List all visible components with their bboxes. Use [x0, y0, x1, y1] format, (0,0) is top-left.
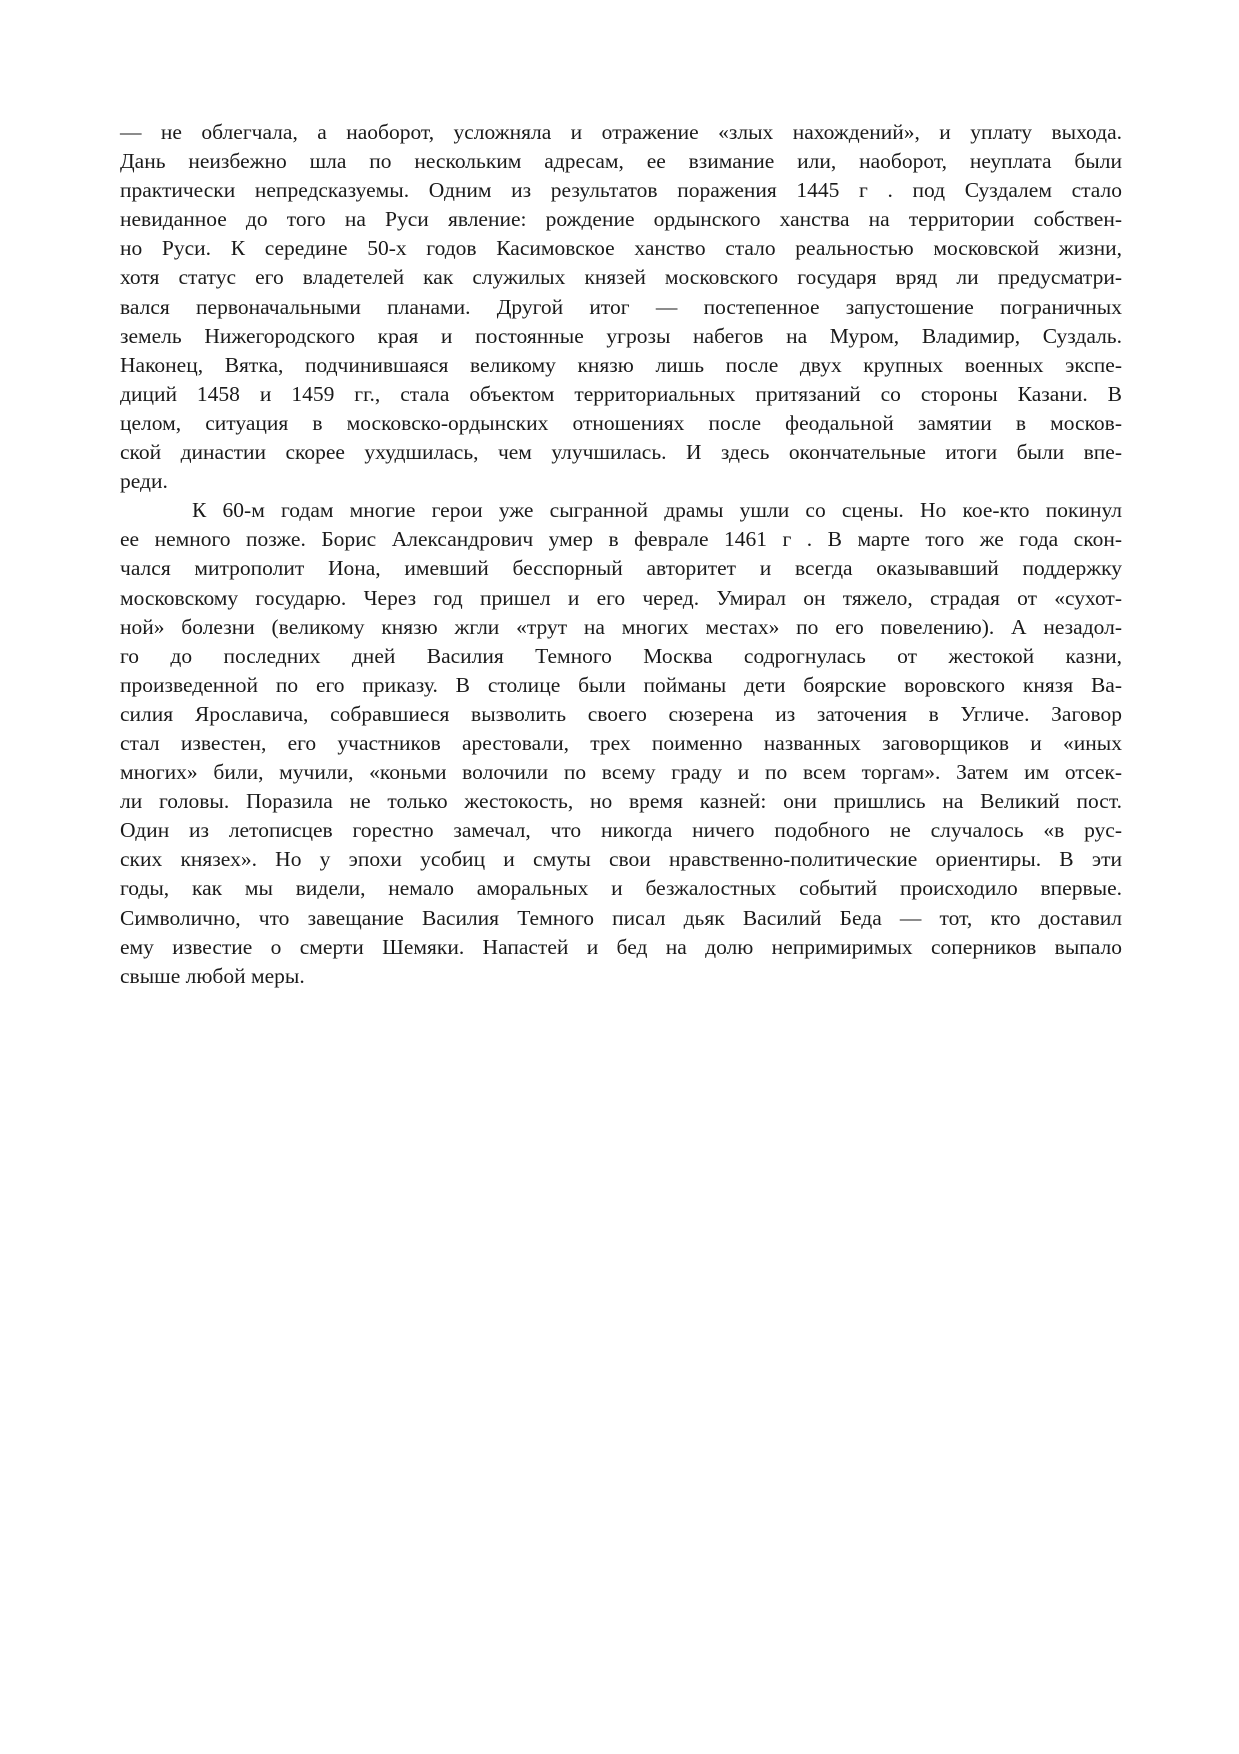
text-line: Наконец, Вятка, подчинившаяся великому князю лишь после двух крупных военных экспе- [120, 352, 1122, 377]
text-line: ему известие о смерти Шемяки. Напастей и бед на долю непримиримых соперников выпало [120, 934, 1122, 959]
text-line: целом, ситуация в московско-ордынских отношениях после феодальной замятии в москов- [120, 410, 1122, 435]
text-line: годы, как мы видели, немало аморальных и безжалостных событий происходило впервые. [120, 876, 1122, 901]
text-line: го до последних дней Василия Темного Москва содрогнулась от жестокой казни, [120, 643, 1122, 668]
text-line: ной» болезни (великому князю жгли «трут на многих местах» по его повелению). А незадол- [120, 614, 1122, 639]
text-line: земель Нижегородского края и постоянные угрозы набегов на Муром, Владимир, Суздаль. [120, 323, 1122, 348]
text-line: многих» били, мучили, «коньми волочили по всему граду и по всем торгам». Затем им отсек- [120, 760, 1122, 785]
text-line: произведенной по его приказу. В столице были пойманы дети боярские воровского князя Ва- [120, 672, 1122, 697]
text-line: чался митрополит Иона, имевший бесспорный авторитет и всегда оказывавший поддержку [120, 556, 1122, 581]
text-line: практически непредсказуемы. Одним из результатов поражения 1445 г . под Суздалем стало [120, 178, 1122, 203]
text-line: силия Ярославича, собравшиеся вызволить своего сюзерена из заточения в Угличе. Заговор [120, 701, 1122, 726]
text-line: ских князех». Но у эпохи усобиц и смуты свои нравственно-политические ориентиры. В эти [120, 847, 1122, 872]
text-line: К 60-м годам многие герои уже сыгранной драмы ушли со сцены. Но кое-кто покинул [192, 498, 1122, 523]
text-line: стал известен, его участников арестовали, трех поименно названных заговорщиков и «иных [120, 730, 1122, 755]
text-line: Символично, что завещание Василия Темного писал дьяк Василий Беда — тот, кто доставил [120, 905, 1122, 930]
text-line: но Руси. К середине 50-х годов Касимовское ханство стало реальностью московской жизни, [120, 236, 1122, 261]
text-line: вался первоначальными планами. Другой итог — постепенное запустошение пограничных [120, 294, 1122, 319]
text-line: Один из летописцев горестно замечал, что никогда ничего подобного не случалось «в рус- [120, 818, 1122, 843]
paragraph-1 [120, 118, 1122, 496]
text-line: диций 1458 и 1459 гг., стала объектом территориальных притязаний со стороны Казани. В [120, 381, 1122, 406]
text-line: московскому государю. Через год пришел и его черед. Умирал он тяжело, страдая от «сухот- [120, 585, 1122, 610]
text-line: ской династии скорее ухудшилась, чем улучшилась. И здесь окончательные итоги были впе- [120, 440, 1122, 465]
text-line: ее немного позже. Борис Александрович умер в феврале 1461 г . В марте того же года скон- [120, 527, 1122, 552]
paragraph-2 [120, 496, 1122, 991]
text-line: — не облегчала, а наоборот, усложняла и отражение «злых нахождений», и уплату выхода. [120, 120, 1122, 144]
body-text [120, 118, 1122, 991]
text-line: Дань неизбежно шла по нескольким адресам, ее взимание или, наоборот, неуплата были [120, 149, 1122, 174]
text-line: свыше любой меры. [120, 963, 305, 988]
text-line: хотя статус его владетелей как служилых князей московского государя вряд ли предусматри- [120, 265, 1122, 290]
text-line: ли головы. Поразила не только жестокость, но время казней: они пришлись на Великий пост. [120, 789, 1122, 814]
text-line: реди. [120, 469, 168, 494]
text-line: невиданное до того на Руси явление: рождение ордынского ханства на территории собствен- [120, 207, 1122, 232]
